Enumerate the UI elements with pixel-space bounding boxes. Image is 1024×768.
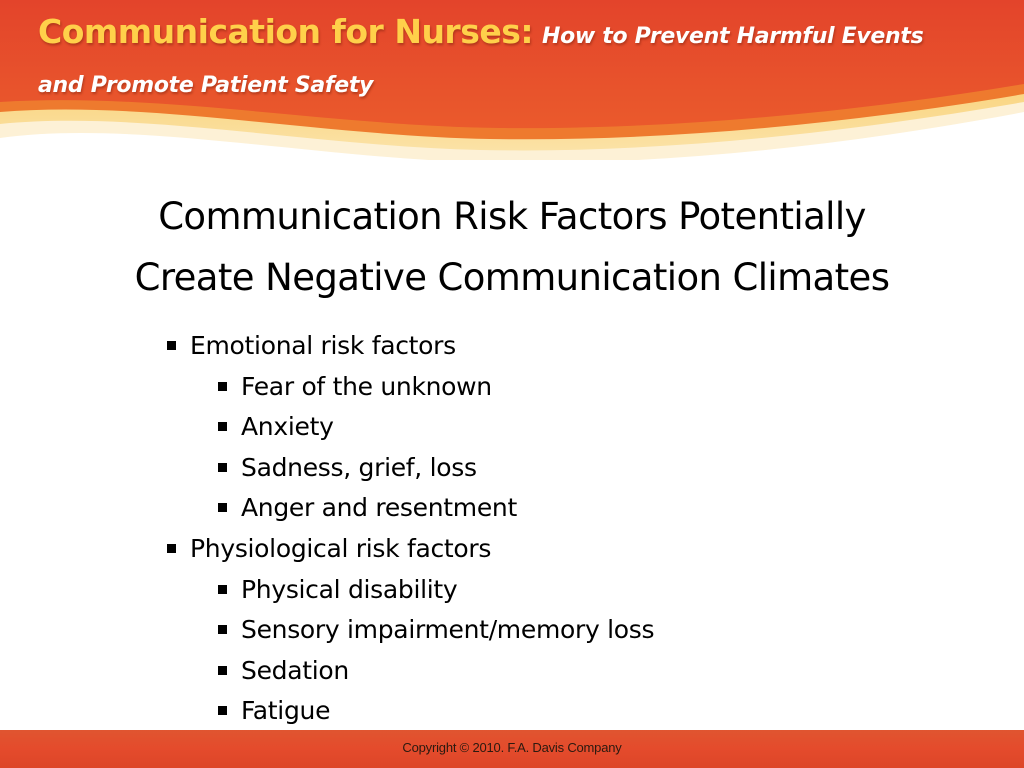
bullet-item (165, 488, 654, 529)
slide-title-line2: Create Negative Communication Climates (134, 256, 890, 299)
slide-title-line1: Communication Risk Factors Potentially (158, 195, 866, 238)
bullet-text: Sadness, grief, loss (241, 452, 477, 482)
square-bullet-icon (218, 706, 227, 715)
bullet-text: Fear of the unknown (241, 371, 492, 401)
footer-bar (0, 730, 1024, 768)
square-bullet-icon (218, 463, 227, 472)
bullet-text: Anxiety (241, 412, 334, 442)
square-bullet-icon (167, 544, 176, 553)
bullet-text: Physiological risk factors (190, 533, 492, 563)
course-title-main: Communication for Nurses: (38, 12, 534, 51)
square-bullet-icon (218, 625, 227, 634)
bullet-item (165, 407, 654, 448)
square-bullet-icon (218, 666, 227, 675)
square-bullet-icon (167, 341, 176, 350)
course-title (38, 10, 998, 108)
slide-title (40, 186, 984, 308)
bullet-item (165, 367, 654, 408)
bullet-item (165, 529, 654, 570)
bullet-item (165, 448, 654, 489)
bullet-text: Fatigue (241, 696, 331, 726)
bullet-text: Sedation (241, 655, 349, 685)
bullet-text: Physical disability (241, 574, 458, 604)
bullet-item (165, 691, 654, 732)
copyright-notice: Copyright © 2010. F.A. Davis Company (402, 740, 622, 755)
bullet-item (165, 651, 654, 692)
square-bullet-icon (218, 585, 227, 594)
square-bullet-icon (218, 503, 227, 512)
bullet-list (165, 326, 654, 732)
square-bullet-icon (218, 382, 227, 391)
course-title-subtitle-line2: and Promote Patient Safety (38, 73, 374, 98)
bullet-text: Sensory impairment/memory loss (241, 615, 655, 645)
square-bullet-icon (218, 422, 227, 431)
bullet-text: Emotional risk factors (190, 331, 456, 360)
course-title-subtitle-line1: How to Prevent Harmful Events (541, 24, 924, 49)
bullet-item (165, 326, 654, 367)
bullet-text: Anger and resentment (241, 493, 517, 523)
bullet-item (165, 570, 654, 611)
bullet-item (165, 610, 654, 651)
